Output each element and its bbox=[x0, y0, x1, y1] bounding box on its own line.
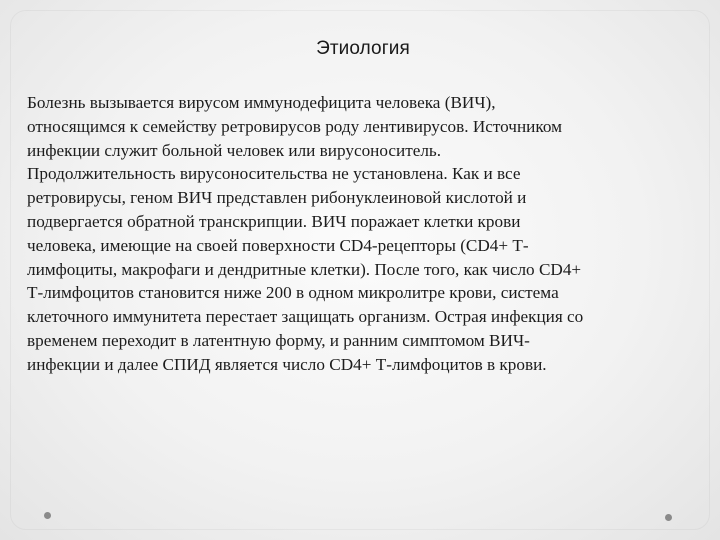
body-line: Продолжительность вирусоносительства не установлена. Как и все bbox=[27, 164, 521, 184]
body-line: инфекции и далее СПИД является число CD4+ Т-лимфоцитов в крови. bbox=[27, 354, 547, 374]
body-line: подвергается обратной транскрипции. ВИЧ поражает клетки крови bbox=[27, 211, 521, 231]
body-line: временем переходит в латентную форму, и ранним симптомом ВИЧ- bbox=[27, 330, 530, 350]
slide-body-text bbox=[27, 91, 699, 377]
body-line: клеточного иммунитета перестает защищать организм. Острая инфекция со bbox=[27, 307, 584, 327]
body-line: Болезнь вызывается вирусом иммунодефицита человека (ВИЧ), bbox=[27, 93, 496, 112]
decorative-dot-right bbox=[665, 514, 672, 521]
body-line: Т-лимфоцитов становится ниже 200 в одном микролитре крови, система bbox=[27, 283, 559, 303]
body-line: относящимся к семейству ретровирусов роду лентивирусов. Источником bbox=[27, 116, 562, 136]
slide-title: Этиология bbox=[316, 38, 410, 59]
body-line: ретровирусы, геном ВИЧ представлен рибонуклеиновой кислотой и bbox=[27, 188, 527, 208]
decorative-dot-left bbox=[44, 512, 51, 519]
body-line: лимфоциты, макрофаги и дендритные клетки). После того, как число CD4+ bbox=[27, 259, 582, 279]
body-line: инфекции служит больной человек или вирусоноситель. bbox=[27, 140, 442, 160]
body-line: человека, имеющие на своей поверхности CD4-рецепторы (CD4+ Т- bbox=[27, 235, 529, 255]
